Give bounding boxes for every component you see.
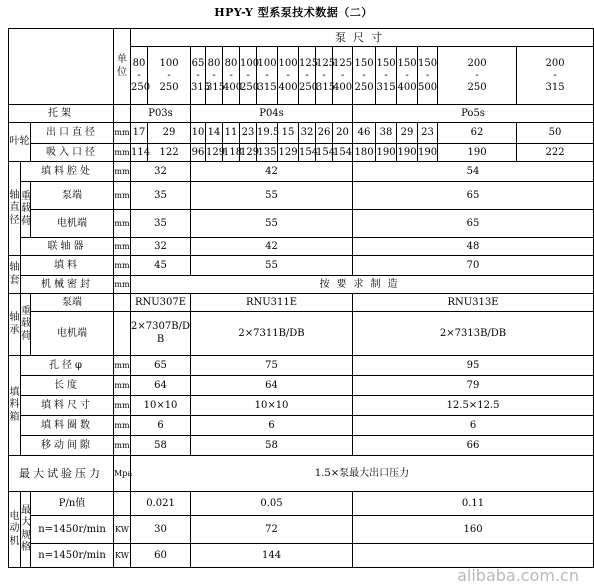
value-cell: 160 xyxy=(353,516,594,544)
value-cell: 50 xyxy=(517,123,594,144)
pump-size-header: 泵尺寸 xyxy=(131,29,594,47)
value-cell: 190 xyxy=(376,144,397,162)
value-cell: 55 xyxy=(191,210,353,238)
value-cell: 190 xyxy=(418,144,438,162)
value-cell: 190 xyxy=(397,144,418,162)
value-cell: 46 xyxy=(353,123,376,144)
unit-cell xyxy=(114,105,131,123)
value-cell: RNU311E xyxy=(191,294,353,312)
value-cell: 20 xyxy=(333,123,353,144)
packing-bore-label: 填料腔处 xyxy=(21,162,114,182)
pump-end-label: 泵端 xyxy=(31,182,114,210)
value-cell: 0.11 xyxy=(353,492,594,516)
unit-cell: mm xyxy=(114,238,131,256)
value-cell: 96 xyxy=(191,144,206,162)
value-cell: 55 xyxy=(191,182,353,210)
value-cell: 6 xyxy=(191,416,353,436)
size-cell: 125 - 315 xyxy=(316,47,333,105)
bracket-value: Po5s xyxy=(353,105,594,123)
value-cell: 135 xyxy=(257,144,278,162)
value-cell: 118 xyxy=(223,144,240,162)
unit-cell: mm xyxy=(114,376,131,396)
value-cell: 65 xyxy=(131,356,191,376)
unit-cell: mm xyxy=(114,144,131,162)
kw-row-label: n=1450r/min xyxy=(31,544,114,568)
value-cell: 64 xyxy=(131,376,191,396)
value-cell xyxy=(353,544,594,568)
value-cell: 66 xyxy=(353,436,594,456)
length-label: 长度 xyxy=(21,376,114,396)
unit-cell: mm xyxy=(114,162,131,182)
size-cell: 100 - 250 xyxy=(148,47,191,105)
value-cell: 23 xyxy=(240,123,257,144)
value-cell: 30 xyxy=(131,516,191,544)
corner-cell xyxy=(9,29,114,105)
impeller-group-label: 叶轮 xyxy=(9,123,31,162)
size-cell: 125 - 250 xyxy=(299,47,316,105)
value-cell: 48 xyxy=(353,238,594,256)
unit-cell: mm xyxy=(114,396,131,416)
value-cell: 10×10 xyxy=(131,396,191,416)
unit-cell: mm xyxy=(114,210,131,238)
value-cell: 62 xyxy=(438,123,517,144)
value-cell: 55 xyxy=(191,256,353,276)
value-cell: 32 xyxy=(131,238,191,256)
value-cell: 122 xyxy=(148,144,191,162)
coupling-label: 联轴器 xyxy=(21,238,114,256)
table-title: HPY-Y 型系泵技术数据（二） xyxy=(214,6,373,19)
value-cell: 180 xyxy=(353,144,376,162)
unit-cell xyxy=(114,312,131,356)
value-cell: 10×10 xyxy=(191,396,353,416)
size-cell: 80 - 250 xyxy=(131,47,148,105)
value-cell: 32 xyxy=(299,123,316,144)
value-cell: 114 xyxy=(131,144,148,162)
bearing-group-label: 轴承 xyxy=(9,294,21,356)
unit-cell: mm xyxy=(114,123,131,144)
unit-header: 单位 xyxy=(114,29,131,105)
mech-seal-value: 按要求制造 xyxy=(131,276,594,294)
packing-label: 填料 xyxy=(21,256,114,276)
size-cell: 125 - 400 xyxy=(333,47,353,105)
stuffing-group-label: 填料箱 xyxy=(9,356,21,456)
size-cell: 100 - 400 xyxy=(278,47,299,105)
max-test-pressure-label: 最大试验压力 xyxy=(9,456,114,492)
value-cell: 60 xyxy=(131,544,191,568)
value-cell: 129 xyxy=(278,144,299,162)
value-cell: 0.021 xyxy=(131,492,191,516)
pn-label: P/n值 xyxy=(31,492,114,516)
value-cell: 35 xyxy=(131,210,191,238)
value-cell: 75 xyxy=(191,356,353,376)
value-cell: 190 xyxy=(438,144,517,162)
move-gap-label: 移动间隙 xyxy=(21,436,114,456)
packing-rings-label: 填料圈数 xyxy=(21,416,114,436)
kw-row-label: n=1450r/min xyxy=(31,516,114,544)
value-cell: 2×7313B/DB xyxy=(353,312,594,356)
max-test-pressure-value: 1.5×泵最大出口压力 xyxy=(131,456,594,492)
sleeve-group-label: 轴套 xyxy=(9,256,21,294)
unit-cell: mm xyxy=(114,436,131,456)
value-cell: 222 xyxy=(517,144,594,162)
value-cell: 64 xyxy=(191,376,353,396)
shaft-group-label: 轴直径 xyxy=(9,162,21,256)
value-cell: 29 xyxy=(148,123,191,144)
unit-cell xyxy=(114,492,131,516)
value-cell: 17 xyxy=(131,123,148,144)
unit-cell: mm xyxy=(114,356,131,376)
value-cell: RNU313E xyxy=(353,294,594,312)
value-cell: 72 xyxy=(191,516,353,544)
size-cell: 65 - 315 xyxy=(191,47,206,105)
mech-seal-label: 机械密封 xyxy=(21,276,114,294)
value-cell: 12.5×12.5 xyxy=(353,396,594,416)
size-cell: 200 - 315 xyxy=(517,47,594,105)
watermark: alibaba.com.cn xyxy=(457,566,579,585)
value-cell: 154 xyxy=(333,144,353,162)
unit-cell: mm xyxy=(114,276,131,294)
bracket-value: P04s xyxy=(191,105,353,123)
size-cell: 150 - 250 xyxy=(353,47,376,105)
value-cell: 95 xyxy=(353,356,594,376)
bearing-motor-end-label: 电机端 xyxy=(31,312,114,356)
value-cell: 14 xyxy=(206,123,223,144)
unit-cell: mm xyxy=(114,256,131,276)
value-cell: 42 xyxy=(191,162,353,182)
value-cell: 45 xyxy=(131,256,191,276)
value-cell: 23 xyxy=(418,123,438,144)
size-cell: 150 - 400 xyxy=(397,47,418,105)
value-cell: 11 xyxy=(223,123,240,144)
value-cell: 6 xyxy=(353,416,594,436)
pump-data-table xyxy=(8,28,594,568)
max-spec-label: 最大规格 xyxy=(21,492,31,568)
value-cell: 6 xyxy=(131,416,191,436)
bracket-value: P03s xyxy=(131,105,191,123)
value-cell: 79 xyxy=(353,376,594,396)
value-cell: 19.5 xyxy=(257,123,278,144)
value-cell: 144 xyxy=(191,544,353,568)
value-cell: 154 xyxy=(299,144,316,162)
value-cell: 10 xyxy=(191,123,206,144)
outlet-label: 出口直径 xyxy=(31,123,114,144)
size-cell: 80 - 315 xyxy=(206,47,223,105)
motor-group-label: 电动机 xyxy=(9,492,21,568)
hole-dia-label: 孔径φ xyxy=(21,356,114,376)
size-cell: 150 - 315 xyxy=(376,47,397,105)
packing-size-label: 填料尺寸 xyxy=(21,396,114,416)
heavy-load-label: 重载荷 xyxy=(21,294,31,356)
unit-cell: mm xyxy=(114,416,131,436)
value-cell: 26 xyxy=(316,123,333,144)
unit-cell xyxy=(114,294,131,312)
size-cell: 200 - 250 xyxy=(438,47,517,105)
bracket-label: 托架 xyxy=(9,105,114,123)
value-cell: 58 xyxy=(191,436,353,456)
size-cell: 80 - 400 xyxy=(223,47,240,105)
value-cell: 70 xyxy=(353,256,594,276)
value-cell: 154 xyxy=(316,144,333,162)
value-cell: 0.05 xyxy=(191,492,353,516)
value-cell: RNU307E xyxy=(131,294,191,312)
value-cell: 35 xyxy=(131,182,191,210)
value-cell: 65 xyxy=(353,182,594,210)
heavy-load-label: 重载荷 xyxy=(21,182,31,238)
value-cell: 15 xyxy=(278,123,299,144)
value-cell: 129 xyxy=(206,144,223,162)
unit-cell: Mpa xyxy=(114,456,131,492)
value-cell: 54 xyxy=(353,162,594,182)
bearing-pump-end-label: 泵端 xyxy=(31,294,114,312)
inlet-label: 吸入口径 xyxy=(31,144,114,162)
size-cell: 100 - 315 xyxy=(257,47,278,105)
unit-cell: KW xyxy=(114,544,131,568)
value-cell: 58 xyxy=(131,436,191,456)
value-cell: 65 xyxy=(353,210,594,238)
value-cell: 42 xyxy=(191,238,353,256)
value-cell: 38 xyxy=(376,123,397,144)
unit-cell: mm xyxy=(114,182,131,210)
size-cell: 150 - 500 xyxy=(418,47,438,105)
value-cell: 129 xyxy=(240,144,257,162)
value-cell: 29 xyxy=(397,123,418,144)
size-cell: 100 - 250 xyxy=(240,47,257,105)
value-cell: 2×7311B/DB xyxy=(191,312,353,356)
unit-cell: KW xyxy=(114,516,131,544)
value-cell: 32 xyxy=(131,162,191,182)
motor-end-label: 电机端 xyxy=(31,210,114,238)
value-cell: 2×7307B/DB xyxy=(131,312,191,356)
